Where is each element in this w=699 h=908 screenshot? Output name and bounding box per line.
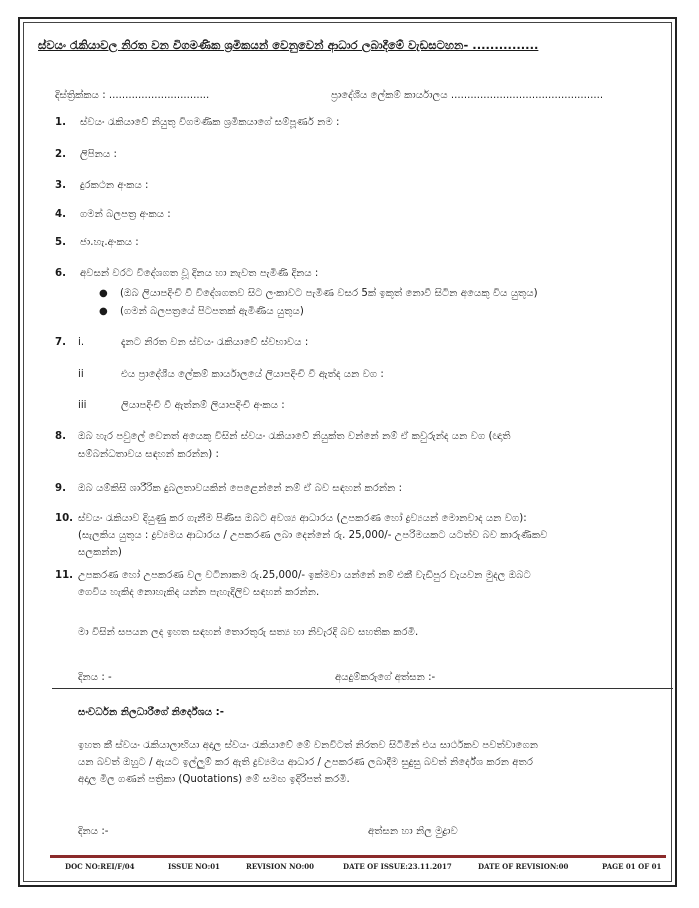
item-7iii-text: ලියාපදිංචි වී ඇත්නම් ලියාපදිංචි අංකය : [121,400,285,411]
item-6-number: 6. [55,268,66,279]
item-8-line-1: ඔබ හැර පවුලේ වෙනත් අයෙකු විසින් ස්වයං රැකියාවේ නියුක්ත වන්නේ නම් ඒ කවුරුන්ද යන වග (ඥාති [78,431,511,442]
item-2-number: 2. [55,149,66,160]
form-title: ස්වයං රැකියාවල නිරත වන විගමණික ශ්‍රමිකයන් වෙනුවෙන් ආධාර ලබාදීමේ වැඩසටහන- ............... [38,38,539,52]
item-7-number: 7. [55,337,66,348]
item-10-line-1: ස්වයං රැකියාව දියුණු කර ගැනීම පිණිස ඔබට අවශ්‍ය ආධාරය (උපකරණ හෝ ද්‍රව්‍යයන් මොනවාද යන වග): [78,513,527,524]
footer-bar [50,855,666,858]
item-2-text: ලිපිනය : [80,149,117,160]
officer-text-line-1: ඉහත කී ස්වයං රැකියාලාභියා අදාල ස්වයං රැකියාවේ මේ වනවිටත් නිරතව සිටිමින් එය සාර්ථකව පවත්වාගෙන [78,740,539,751]
item-1-text: ස්වයං රැකියාවේ නියුතු විගමණික ශ්‍රමිකයාගේ සම්පූර්ණ නම : [80,117,340,128]
bullet-marker: ● [99,306,108,317]
item-8-number: 8. [55,431,66,442]
officer-text-line-3: අදාල මිල ගණන් පත්‍රිකා (Quotations) මේ සමඟ ඉදිරිපත් කරමි. [78,774,350,785]
item-3-number: 3. [55,180,66,191]
item-4-number: 4. [55,209,66,220]
item-5-text: ජා.හැ.අංකය : [80,237,139,248]
item-11-line-1: උපකරණ හෝ උපකරණ වල වටිනාකම රු.25,000/- ඉක්මවා යන්නේ නම් එකී වැඩිපුර වැයවන මුදල ඔබට [78,570,531,581]
item-1-number: 1. [55,117,66,128]
section-divider [52,688,673,689]
item-9-number: 9. [55,483,66,494]
item-7i-text: දැනට නිරත වන ස්වයං රැකියාවේ ස්වභාවය : [121,337,309,348]
footer-date-of-issue: DATE OF ISSUE:23.11.2017 [343,862,452,871]
item-7ii-text: එය ප්‍රාදේශීය ලේකම් කාර්යාලයේ ලියාපදිංචි වී ඇත්ද යන වග : [121,369,384,380]
ds-office-field: ප්‍රාදේශීය ලේකම් කාර්යාලය ............................................... [331,90,604,101]
footer-date-of-revision: DATE OF REVISION:00 [478,862,569,871]
item-9-text: ඔබ යම්කිසි ශාරීරික දුබලතාවයකින් පෙළෙන්නේ නම් ඒ බව සඳහන් කරන්න : [78,483,403,494]
district-field: දිස්ත්‍රික්කය : ............................... [55,90,210,101]
item-6-bullet-1: (ඔබ ලියාපදිංචි වී විදේශගතව සිට ලංකාවට පැමිණ වසර 5ක් ඉකුත් නොවී සිටින අයෙකු විය යුතුය) [120,288,538,299]
item-7ii-roman: ii [78,369,84,380]
footer-doc-no: DOC NO:REI/F/04 [65,862,135,871]
item-6-text: අවසන් වරට විදේශගත වූ දිනය හා නැවත පැමිණි දිනය : [80,268,319,279]
officer-text-line-2: යන බවත් ඔහුට / ඇයට ඉල්ලුම් කර ඇති ද්‍රව්‍යමය ආධාර / උපකරණ ලබාදීම සුදුසු බවත් නිර්දේශ කරන අතර [78,757,533,768]
item-4-text: ගමන් බලපත්‍ර අංකය : [80,209,171,220]
item-7i-roman: i. [78,337,85,348]
footer-issue-no: ISSUE NO:01 [168,862,220,871]
footer-revision-no: REVISION NO:00 [246,862,314,871]
officer-recommendation-heading: සංවර්ධන නිලධාරීගේ නිර්දේශය :- [78,707,224,718]
declaration-text: මා විසින් සපයන ලද ඉහත සඳහන් තොරතුරු සත්‍ය හා නිවැරදි බව සහතික කරමි. [78,627,419,638]
date-label-officer: දිනය :- [78,826,109,837]
item-10-line-3: සලකන්න) [78,547,122,558]
bullet-marker: ● [99,288,108,299]
item-7iii-roman: iii [78,400,87,411]
item-6-bullet-2: (ගමන් බලපත්‍රයේ පිටපතක් ඇමිණිය යුතුය) [120,306,304,317]
footer-page-number: PAGE 01 OF 01 [602,862,662,871]
item-8-line-2: සම්බන්ධතාවය සඳහන් කරන්න) : [78,449,219,460]
item-11-number: 11. [55,570,74,581]
item-5-number: 5. [55,237,66,248]
item-10-line-2: (සැලකිය යුතුය : ද්‍රව්‍යමය ආධාරය / උපකරණ ලබා දෙන්නේ රු. 25,000/- උපරිමයකට යටත්ව බව කාරුණිකව [78,530,548,541]
item-11-line-2: ගෙවිය හැකිද නොහැකිද යන්න පැහැදිලිව සඳහන් කරන්න. [78,587,320,598]
officer-signature-label: අත්සන හා නිල මුද්‍රාව [368,826,458,837]
item-10-number: 10. [55,513,74,524]
applicant-signature-label: අයදුම්කරුගේ අත්සන :- [335,672,436,683]
date-label-applicant: දිනය : - [78,672,112,683]
item-3-text: දුරකථන අංකය : [80,180,149,191]
